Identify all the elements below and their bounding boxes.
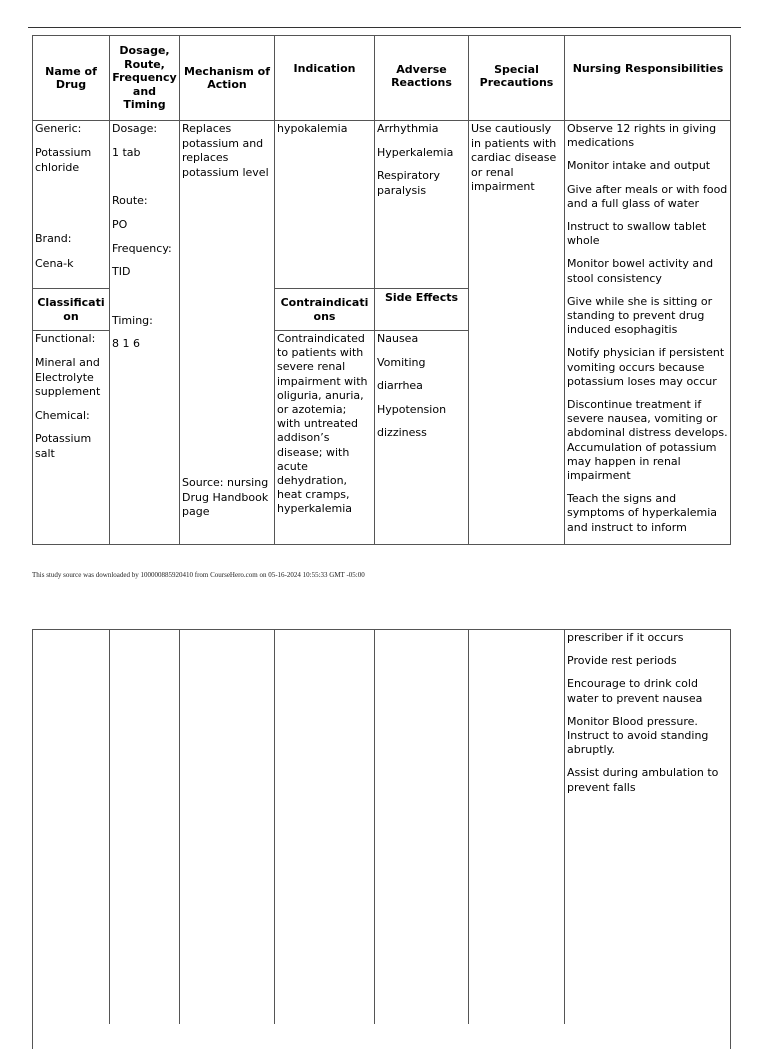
adverse-item: Hyperkalemia bbox=[377, 145, 454, 159]
name-functional-value: Mineral and Electrolyte supplement bbox=[35, 356, 101, 398]
side-effect-item: Hypotension bbox=[377, 402, 447, 416]
nursing-item: Observe 12 rights in giving medications bbox=[567, 122, 717, 150]
nursing-item: Notify physician if persistent vomiting occurs because potassium loses may occur bbox=[567, 346, 725, 388]
nursing-item: prescriber if it occurs bbox=[567, 631, 684, 644]
col-divider bbox=[179, 629, 180, 1024]
header-name-of-drug: Name of Drug bbox=[45, 64, 97, 91]
mechanism-text: Replaces potassium and replaces potassium level bbox=[182, 122, 269, 179]
nursing-item: Teach the signs and symptoms of hyperkalemia and instruct to inform bbox=[567, 492, 718, 534]
nursing-item: Provide rest periods bbox=[567, 654, 677, 668]
nursing-item: Instruct to swallow tablet whole bbox=[567, 220, 707, 248]
nursing-item: Assist during ambulation to prevent falls bbox=[567, 766, 719, 794]
name-generic-value: Potassium chloride bbox=[35, 146, 92, 174]
frequency-label: Frequency: bbox=[112, 242, 172, 255]
name-functional-label: Functional: bbox=[35, 332, 96, 345]
col-divider bbox=[374, 629, 375, 1024]
classification-header: Classification bbox=[37, 296, 105, 323]
side-effects-header: Side Effects bbox=[384, 291, 459, 305]
side-effect-item: Nausea bbox=[377, 332, 419, 345]
nursing-item: Discontinue treatment if severe nausea, vomiting or abdominal distress develops. Accumulation of potassium may happen in renal impairment bbox=[567, 398, 728, 483]
side-effect-item: dizziness bbox=[377, 426, 427, 439]
col-divider bbox=[468, 629, 469, 1024]
contra-divider-bottom bbox=[274, 330, 468, 331]
route-label: Route: bbox=[112, 194, 148, 207]
name-brand-value: Cena-k bbox=[35, 257, 74, 270]
frequency-value: TID bbox=[112, 265, 131, 278]
side-effect-item: Vomiting bbox=[377, 355, 426, 369]
nursing-item: Monitor Blood pressure. Instruct to avoid standing abruptly. bbox=[567, 714, 709, 757]
dosage-label: Dosage: bbox=[112, 122, 158, 135]
route-value: PO bbox=[112, 218, 128, 231]
classification-divider-bottom bbox=[32, 330, 109, 331]
side-effect-item: diarrhea bbox=[377, 379, 423, 392]
precautions-text: Use cautiously in patients with cardiac disease or renal impairment bbox=[471, 122, 557, 193]
page-top-rule bbox=[28, 27, 741, 28]
header-nursing-responsibilities: Nursing Responsibilities bbox=[572, 62, 724, 76]
col-divider bbox=[274, 629, 275, 1024]
nursing-list-page2 bbox=[567, 631, 730, 804]
name-brand-label: Brand: bbox=[35, 232, 72, 245]
adverse-item: Arrhythmia bbox=[377, 122, 439, 135]
nursing-list-page1 bbox=[567, 122, 730, 544]
header-mechanism: Mechanism of Action bbox=[184, 64, 270, 91]
col-divider bbox=[109, 629, 110, 1024]
header-divider bbox=[32, 120, 731, 121]
timing-value: 8 1 6 bbox=[112, 337, 140, 350]
contraindications-header: Contraindications bbox=[280, 296, 369, 323]
name-chemical-value: Potassium salt bbox=[35, 432, 92, 460]
timing-label: Timing: bbox=[112, 314, 153, 327]
name-chemical-label: Chemical: bbox=[35, 409, 90, 422]
col-divider bbox=[564, 35, 565, 545]
nursing-item: Give while she is sitting or standing to prevent drug induced esophagitis bbox=[567, 294, 713, 337]
header-dosage: Dosage, Route, Frequency and Timing bbox=[112, 44, 177, 112]
nursing-item: Monitor intake and output bbox=[567, 159, 711, 173]
col-divider bbox=[564, 629, 565, 1024]
nursing-item: Monitor bowel activity and stool consistency bbox=[567, 257, 714, 285]
download-source-line: This study source was downloaded by 100000885920410 from CourseHero.com on 05-16-2024 10:55:33 GMT -05:00 bbox=[32, 571, 365, 579]
header-indication: Indication bbox=[293, 62, 356, 76]
contraindications-text: Contraindicated to patients with severe renal impairment with oliguria, anuria, or azotemia; with untreated addison’s disease; with acute dehydration, heat cramps, hyperkalemia bbox=[277, 332, 368, 516]
header-adverse-reactions: Adverse Reactions bbox=[391, 62, 452, 89]
name-generic-label: Generic: bbox=[35, 122, 82, 135]
dosage-value: 1 tab bbox=[112, 146, 141, 159]
adverse-item: Respiratory paralysis bbox=[377, 169, 441, 197]
nursing-item: Give after meals or with food and a full glass of water bbox=[567, 182, 728, 210]
side-effects-list bbox=[377, 332, 466, 450]
adverse-reactions-list bbox=[377, 122, 466, 207]
indication-text: hypokalemia bbox=[277, 122, 348, 135]
mechanism-source: Source: nursing Drug Handbook page bbox=[182, 476, 269, 518]
header-special-precautions: Special Precautions bbox=[479, 62, 554, 89]
nursing-item: Encourage to drink cold water to prevent nausea bbox=[567, 677, 703, 705]
